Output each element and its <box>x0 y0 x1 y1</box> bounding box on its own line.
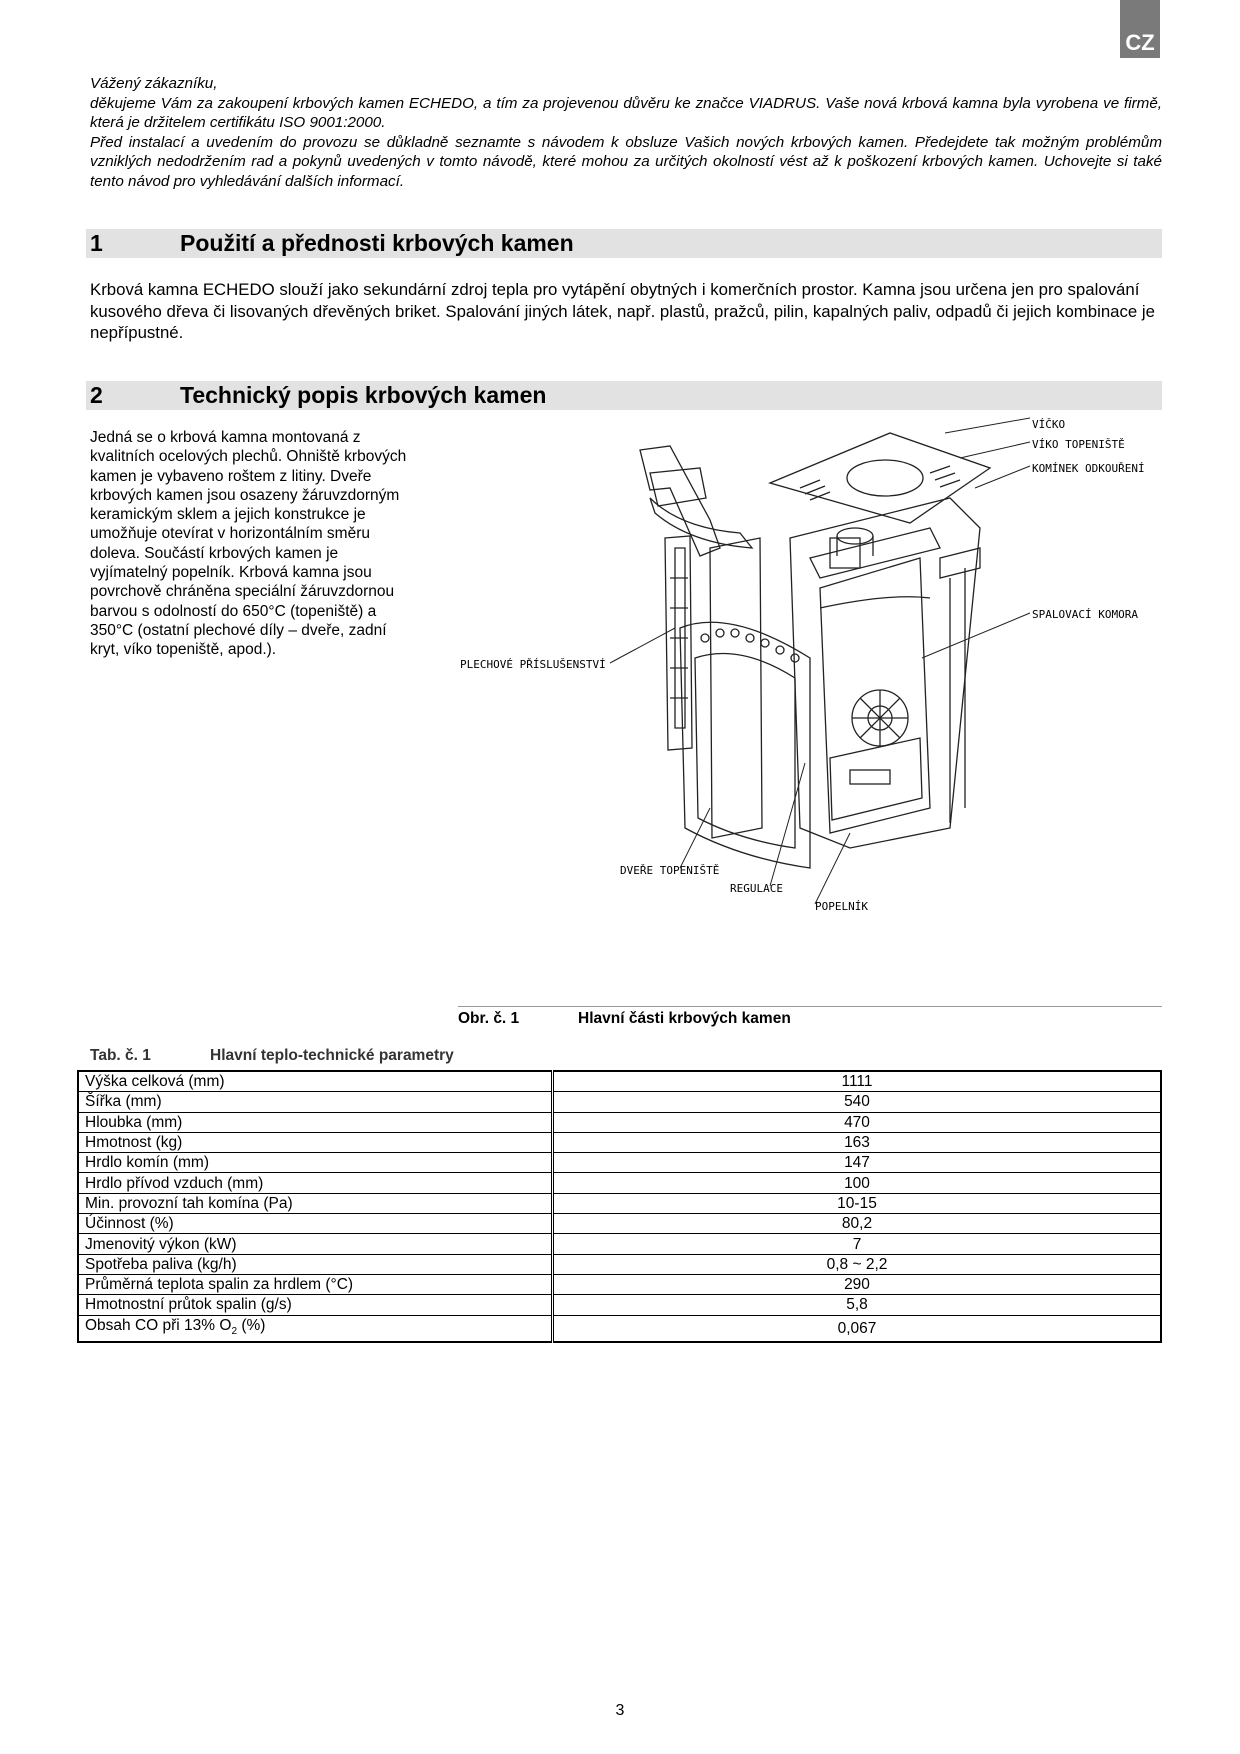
section-2-text: Jedná se o krbová kamna montovaná z kvalitních ocelových plechů. Ohniště krbových kamen je vybaveno roštem z litiny. Dveře krbových kamen jsou osazeny žáruvzdorným keramickým sklem a jejich konstrukce je umožňuje otevírat v horizontálním směru doleva. Součástí krbových kamen je vyjímatelný popelník. Krbová kamna jsou povrchově chráněna speciální žáruvzdornou barvou s odolností do 650°C (topeniště) a 350°C (ostatní plechové díly – dveře, zadní kryt, víko topeniště, apod.). <box>90 429 407 659</box>
parameters-table <box>77 1070 1162 1343</box>
label-popelnik: POPELNÍK <box>815 900 868 913</box>
figure-caption-title: Hlavní části krbových kamen <box>578 1010 791 1027</box>
figure-caption-number: Obr. č. 1 <box>458 1010 520 1027</box>
param-value: 163 <box>553 1132 1162 1152</box>
param-value: 100 <box>553 1173 1162 1193</box>
table-row <box>78 1173 1161 1193</box>
param-label-subscript: 2 <box>231 1325 238 1337</box>
table-row <box>78 1315 1161 1342</box>
param-label: Hmotnost (kg) <box>78 1132 553 1152</box>
param-label: Hrdlo přívod vzduch (mm) <box>78 1173 553 1193</box>
label-regulace: REGULACE <box>730 882 783 895</box>
param-value: 0,8 ~ 2,2 <box>553 1254 1162 1274</box>
param-label: Účinnost (%) <box>78 1214 553 1234</box>
stove-body-drawing <box>790 498 980 848</box>
sheet-metal-accessory-drawing <box>640 446 762 838</box>
section-1-number: 1 <box>90 230 103 256</box>
stove-exploded-diagram <box>460 418 1162 1000</box>
table-row <box>78 1295 1161 1315</box>
label-spalovaci: SPALOVACÍ KOMORA <box>1032 608 1138 621</box>
table-row <box>78 1132 1161 1152</box>
table-row <box>78 1274 1161 1294</box>
label-viko-topeniste: VÍKO TOPENIŠTĚ <box>1032 438 1125 451</box>
table-row <box>78 1092 1161 1112</box>
section-2-title: Technický popis krbových kamen <box>180 382 547 408</box>
figure-caption <box>458 1010 791 1028</box>
lid-drawing <box>770 433 990 523</box>
param-label: Jmenovitý výkon (kW) <box>78 1234 553 1254</box>
param-value: 540 <box>553 1092 1162 1112</box>
param-value: 5,8 <box>553 1295 1162 1315</box>
language-tab: CZ <box>1120 0 1160 58</box>
label-kominek: KOMÍNEK ODKOUŘENÍ <box>1032 462 1145 475</box>
page-number: 3 <box>615 1702 625 1719</box>
section-2-number: 2 <box>90 382 103 408</box>
section-1-title: Použití a přednosti krbových kamen <box>180 230 574 256</box>
section-2-heading <box>86 381 1162 410</box>
param-value: 7 <box>553 1234 1162 1254</box>
param-value: 470 <box>553 1112 1162 1132</box>
section-1-text: Krbová kamna ECHEDO slouží jako sekundární zdroj tepla pro vytápění obytných i komerčních prostor. Kamna jsou určena jen pro spalování kusového dřeva či lisovaných dřevěných briket. Spalování jiných látek, např. plastů, pražců, pilin, kapalných paliv, odpadů či jejich kombinace je nepřípustné. <box>90 280 1155 342</box>
table-row <box>78 1193 1161 1213</box>
table-caption-title: Hlavní teplo-technické parametry <box>210 1047 454 1064</box>
label-plechove: PLECHOVÉ PŘÍSLUŠENSTVÍ <box>460 658 606 671</box>
param-value: 290 <box>553 1274 1162 1294</box>
param-value: 0,067 <box>553 1315 1162 1342</box>
param-label: Min. provozní tah komína (Pa) <box>78 1193 553 1213</box>
param-label: Průměrná teplota spalin za hrdlem (°C) <box>78 1274 553 1294</box>
parameters-table-body <box>78 1071 1161 1342</box>
table-row <box>78 1153 1161 1173</box>
table-row <box>78 1254 1161 1274</box>
table-row <box>78 1071 1161 1092</box>
figure-divider <box>458 1006 1162 1007</box>
table-caption-number: Tab. č. 1 <box>90 1047 151 1064</box>
param-label-part: (%) <box>237 1316 266 1334</box>
table-caption <box>90 1047 454 1065</box>
param-label: Hloubka (mm) <box>78 1112 553 1132</box>
intro-paragraph-2: Před instalací a uvedením do provozu se důkladně seznamte s návodem k obsluze Vašich nových krbových kamen. Předejdete tak možným problémům vzniklých nedodržením rad a pokynů uvedených v tomto návodě, které mohou za určitých okolností vést až k poškození krbových kamen. Uchovejte si také tento návod pro vyhledávání dalších informací. <box>90 133 1162 190</box>
param-label: Spotřeba paliva (kg/h) <box>78 1254 553 1274</box>
param-value: 1111 <box>553 1071 1162 1092</box>
param-label: Hmotnostní průtok spalin (g/s) <box>78 1295 553 1315</box>
table-row <box>78 1214 1161 1234</box>
table-row <box>78 1112 1161 1132</box>
param-value: 10-15 <box>553 1193 1162 1213</box>
param-label: Výška celková (mm) <box>78 1071 553 1092</box>
label-vicko: VÍČKO <box>1032 418 1066 431</box>
intro-paragraph-1: děkujeme Vám za zakoupení krbových kamen ECHEDO, a tím za projevenou důvěru ke značce VIADRUS. Vaše nová krbová kamna byla vyrobena ve firmě, která je držitelem certifikátu ISO 9001:2000. <box>90 94 1162 131</box>
param-value: 80,2 <box>553 1214 1162 1234</box>
param-label <box>78 1315 553 1342</box>
intro-text <box>90 74 1162 191</box>
param-value: 147 <box>553 1153 1162 1173</box>
param-label-part: Obsah CO při 13% O <box>85 1316 232 1334</box>
param-label: Šířka (mm) <box>78 1092 553 1112</box>
section-1-heading <box>86 229 1162 258</box>
param-label: Hrdlo komín (mm) <box>78 1153 553 1173</box>
table-row <box>78 1234 1161 1254</box>
label-dvere: DVEŘE TOPENIŠTĚ <box>620 864 720 877</box>
greeting: Vážený zákazníku, <box>90 75 218 92</box>
